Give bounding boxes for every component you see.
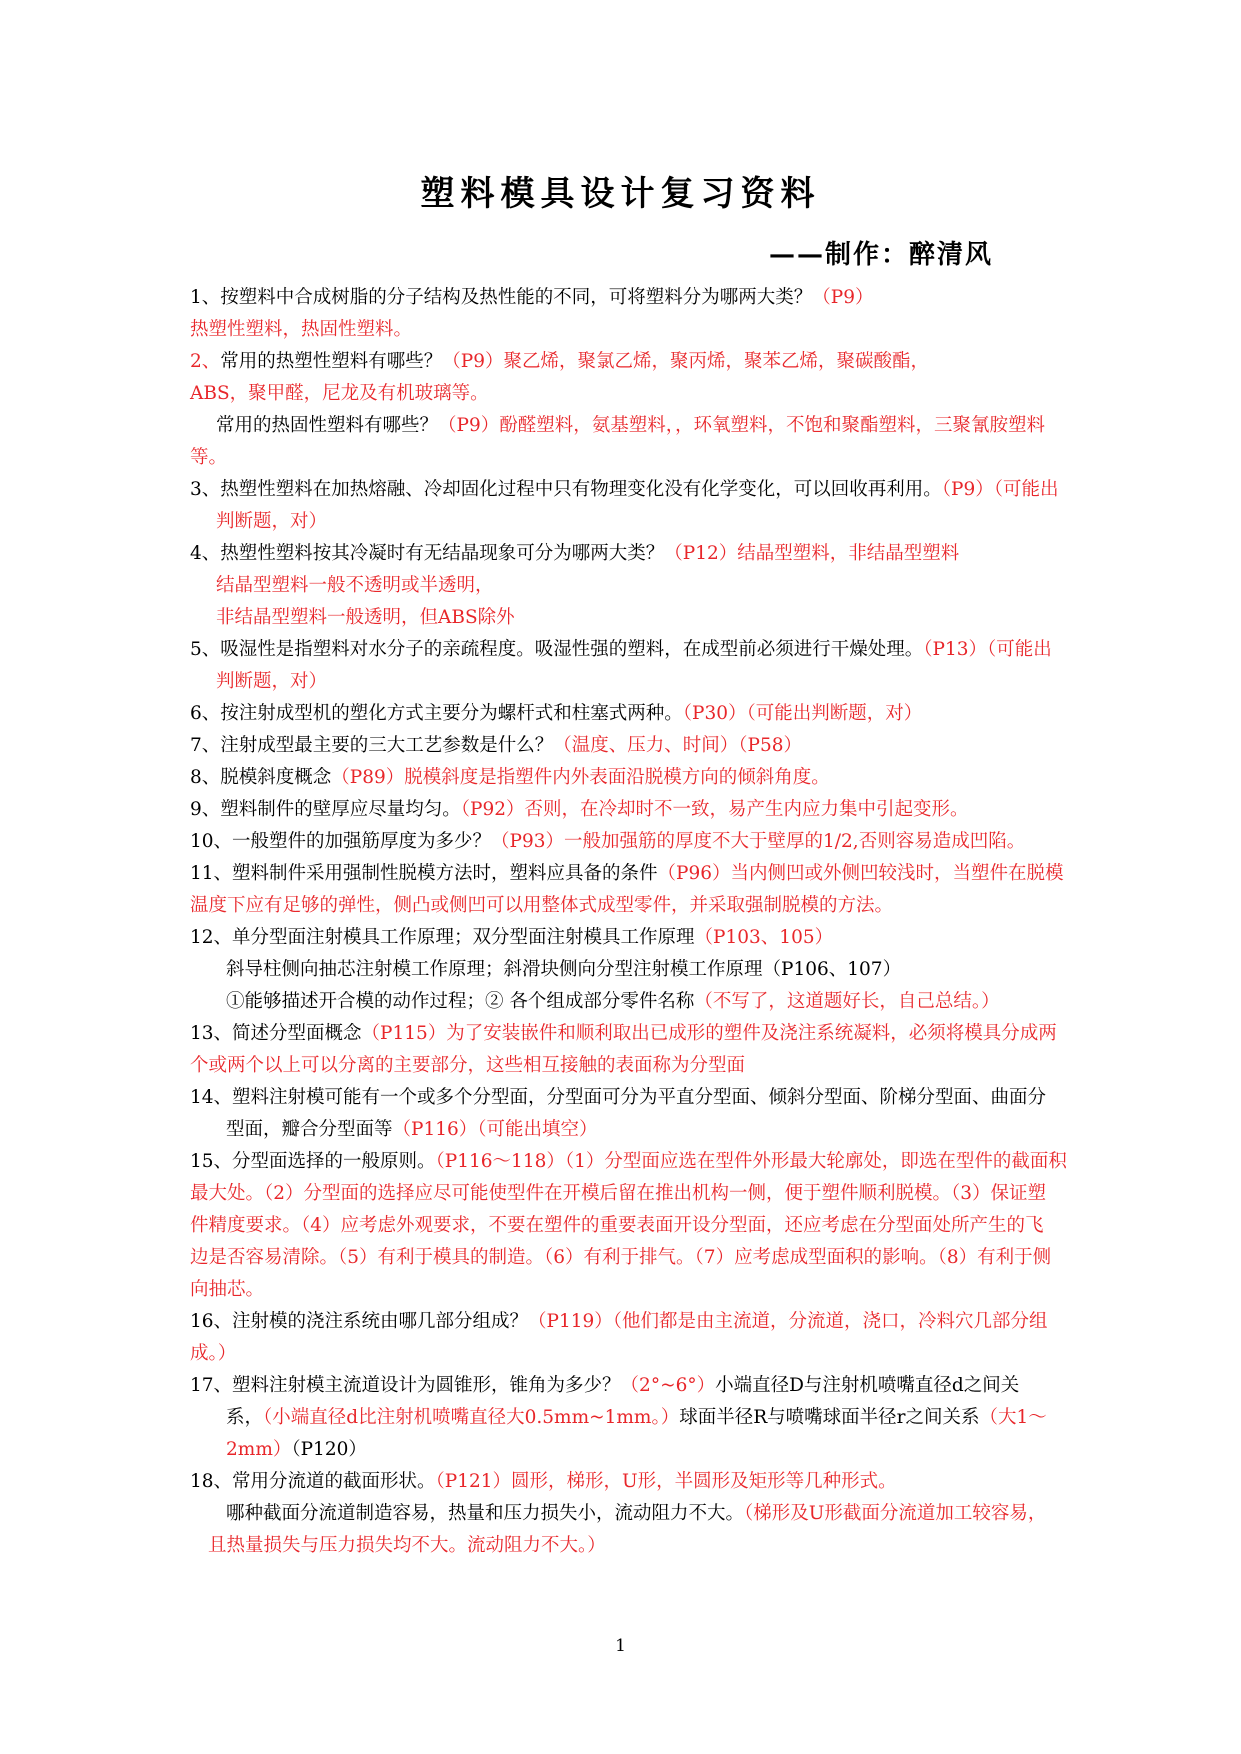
answer-text: （P116～118）（1）分型面应选在型件外形最大轮廓处，即选在型件的截面积	[435, 1151, 1067, 1172]
text-line	[190, 478, 1059, 502]
text-line	[226, 958, 901, 982]
answer-text: （P30）（可能出判断题，对）	[682, 703, 923, 724]
text-line	[190, 1470, 897, 1494]
question-text: 1、按塑料中合成树脂的分子结构及热性能的不同，可将塑料分为哪两大类？	[190, 287, 813, 308]
answer-text: 边是否容易清除。（5）有利于模具的制造。（6）有利于排气。（7）应考虑成型面积的影响。（8）有利于侧	[190, 1247, 1052, 1268]
text-line	[190, 350, 929, 374]
text-line	[226, 1406, 1047, 1430]
answer-text: 非结晶型塑料一般透明，但ABS除外	[216, 607, 515, 628]
question-text: 4、热塑性塑料按其冷凝时有无结晶现象可分为哪两大类？	[190, 543, 665, 564]
text-line	[208, 1534, 606, 1558]
text-line	[190, 926, 833, 950]
question-text: 6、按注射成型机的塑化方式主要分为螺杆式和柱塞式两种。	[190, 703, 683, 724]
answer-text: （P9）聚乙烯，聚氯乙烯，聚丙烯，聚苯乙烯，聚碳酸酯，	[442, 351, 930, 372]
question-text: 哪种截面分流道制造容易，热量和压力损失小，流动阻力不大。	[226, 1503, 745, 1524]
text-line	[190, 702, 922, 726]
question-text: 球面半径R与喷嘴球面半径r之间关系	[679, 1407, 980, 1428]
text-line	[190, 638, 1052, 662]
text-line	[226, 990, 1000, 1014]
text-line	[190, 830, 1025, 854]
question-text: ①能够描述开合模的动作过程；② 各个组成部分零件名称	[226, 991, 695, 1012]
text-line	[216, 510, 327, 534]
text-line	[190, 286, 874, 310]
answer-text: （P12）结晶型塑料，非结晶型塑料	[664, 543, 960, 564]
text-line	[190, 1182, 1046, 1206]
answer-text: ABS，聚甲醛，尼龙及有机玻璃等。	[190, 383, 489, 404]
question-text: 11、塑料制件采用强制性脱模方法时，塑料应具备的条件	[190, 863, 658, 884]
text-line	[190, 862, 1064, 886]
text-line	[190, 1310, 1048, 1334]
answer-text: （P116）（可能出填空）	[392, 1119, 598, 1140]
answer-text: （P119）（他们都是由主流道，分流道，浇口，冷料穴几部分组	[528, 1311, 1048, 1332]
answer-text: （温度、压力、时间）（P58）	[553, 735, 803, 756]
answer-text: （梯形及U形截面分流道加工较容易，	[744, 1503, 1047, 1524]
answer-text: 2mm）	[226, 1439, 292, 1460]
answer-text: （P92）否则，在冷却时不一致，易产生内应力集中引起变形。	[460, 799, 969, 820]
document-title: 塑料模具设计复习资料	[420, 174, 821, 214]
answer-text: 判断题，对）	[216, 671, 328, 692]
question-text: 常用的热固性塑料有哪些？	[216, 415, 439, 436]
answer-text: 判断题，对）	[216, 511, 328, 532]
text-line	[226, 1502, 1046, 1526]
answer-text: （小端直径d比注射机喷嘴直径大0.5mm~1mm。）	[263, 1407, 680, 1428]
question-text: 3、热塑性塑料在加热熔融、冷却固化过程中只有物理变化没有化学变化，可以回收再利用。	[190, 479, 942, 500]
question-text: 16、注射模的浇注系统由哪几部分组成？	[190, 1311, 529, 1332]
answer-text: 温度下应有足够的弹性，侧凸或侧凹可以用整体式成型零件，并采取强制脱模的方法。	[190, 895, 894, 916]
text-line	[190, 798, 969, 822]
answer-text: （大1～	[979, 1407, 1047, 1428]
answer-text: 结晶型塑料一般不透明或半透明，	[216, 575, 494, 596]
answer-text: 成。）	[190, 1343, 237, 1364]
question-text: 5、吸湿性是指塑料对水分子的亲疏程度。吸湿性强的塑料，在成型前必须进行干燥处理。	[190, 639, 924, 660]
answer-text: （2°~6°）	[620, 1375, 716, 1396]
question-text: 17、塑料注射模主流道设计为圆锥形，锥角为多少？	[190, 1375, 621, 1396]
text-line	[190, 1214, 1044, 1238]
answer-text: 等。	[190, 447, 228, 468]
page-number: 1	[615, 1636, 626, 1656]
text-line	[190, 1054, 745, 1078]
answer-text: （P89）脱模斜度是指塑件内外表面沿脱模方向的倾斜角度。	[331, 767, 830, 788]
text-line	[190, 1278, 264, 1302]
text-line	[226, 1438, 367, 1462]
text-line	[216, 606, 515, 630]
text-line	[190, 766, 830, 790]
text-line	[190, 542, 959, 566]
text-line	[190, 382, 489, 406]
answer-text: （P9）	[812, 287, 874, 308]
question-text: 10、一般塑件的加强筋厚度为多少？	[190, 831, 492, 852]
answer-text: 热塑性塑料，热固性塑料。	[190, 319, 413, 340]
answer-text: （不写了，这道题好长，自己总结。）	[694, 991, 1000, 1012]
question-text: 9、塑料制件的壁厚应尽量均匀。	[190, 799, 461, 820]
answer-text: （P93）一般加强筋的厚度不大于壁厚的1/2,否则容易造成凹陷。	[491, 831, 1026, 852]
text-line	[190, 1374, 1019, 1398]
answer-text: （P115）为了安装嵌件和顺利取出已成形的塑件及浇注系统凝料，必须将模具分成两	[361, 1023, 1057, 1044]
question-text: （P120）	[291, 1439, 367, 1460]
question-text: 15、分型面选择的一般原则。	[190, 1151, 436, 1172]
question-text: 型面，瓣合分型面等	[226, 1119, 393, 1140]
text-line	[190, 1086, 1046, 1110]
answer-text: 向抽芯。	[190, 1279, 265, 1300]
answer-text: （P103、105）	[694, 927, 834, 948]
question-text: 斜导柱侧向抽芯注射模工作原理；斜滑块侧向分型注射模工作原理（P106、107）	[226, 959, 902, 980]
answer-text: （P13）（可能出	[923, 639, 1052, 660]
question-text: 系，	[226, 1407, 264, 1428]
text-line	[190, 1150, 1067, 1174]
answer-text: （P96）当内侧凹或外侧凹较浅时，当塑件在脱模	[657, 863, 1064, 884]
text-line	[226, 1118, 598, 1142]
answer-text: （P121）圆形，梯形，U形，半圆形及矩形等几种形式。	[435, 1471, 897, 1492]
text-line	[190, 1342, 236, 1366]
question-text: 18、常用分流道的截面形状。	[190, 1471, 436, 1492]
question-text: 常用的热塑性塑料有哪些？	[220, 351, 443, 372]
document-author: ——制作：醉清风	[768, 240, 993, 270]
answer-text: 个或两个以上可以分离的主要部分，这些相互接触的表面称为分型面	[190, 1055, 746, 1076]
text-line	[216, 574, 494, 598]
text-line	[190, 1022, 1057, 1046]
answer-text: 且热量损失与压力损失均不大。流动阻力不大。）	[208, 1535, 606, 1556]
answer-text: 2、	[190, 351, 221, 372]
text-line	[216, 414, 1045, 438]
question-text: 小端直径D与注射机喷嘴直径d之间关	[715, 1375, 1020, 1396]
text-line	[190, 318, 412, 342]
text-line	[190, 894, 893, 918]
text-line	[190, 1246, 1051, 1270]
text-line	[216, 670, 327, 694]
question-text: 14、塑料注射模可能有一个或多个分型面，分型面可分为平直分型面、倾斜分型面、阶梯分型面、曲面分	[190, 1087, 1047, 1108]
question-text: 8、脱模斜度概念	[190, 767, 332, 788]
answer-text: 件精度要求。（4）应考虑外观要求，不要在塑件的重要表面开设分型面，还应考虑在分型面处所产生的飞	[190, 1215, 1044, 1236]
answer-text: 最大处。（2）分型面的选择应尽可能使型件在开模后留在推出机构一侧，便于塑件顺利脱模。（3）保证塑	[190, 1183, 1047, 1204]
text-line	[190, 446, 227, 470]
question-text: 12、单分型面注射模具工作原理；双分型面注射模具工作原理	[190, 927, 695, 948]
question-text: 7、注射成型最主要的三大工艺参数是什么？	[190, 735, 554, 756]
answer-text: （P9）（可能出	[941, 479, 1059, 500]
answer-text: （P9）酚醛塑料，氨基塑料，，环氧塑料，不饱和聚酯塑料，三聚氰胺塑料	[438, 415, 1045, 436]
text-line	[190, 734, 802, 758]
question-text: 13、简述分型面概念	[190, 1023, 362, 1044]
